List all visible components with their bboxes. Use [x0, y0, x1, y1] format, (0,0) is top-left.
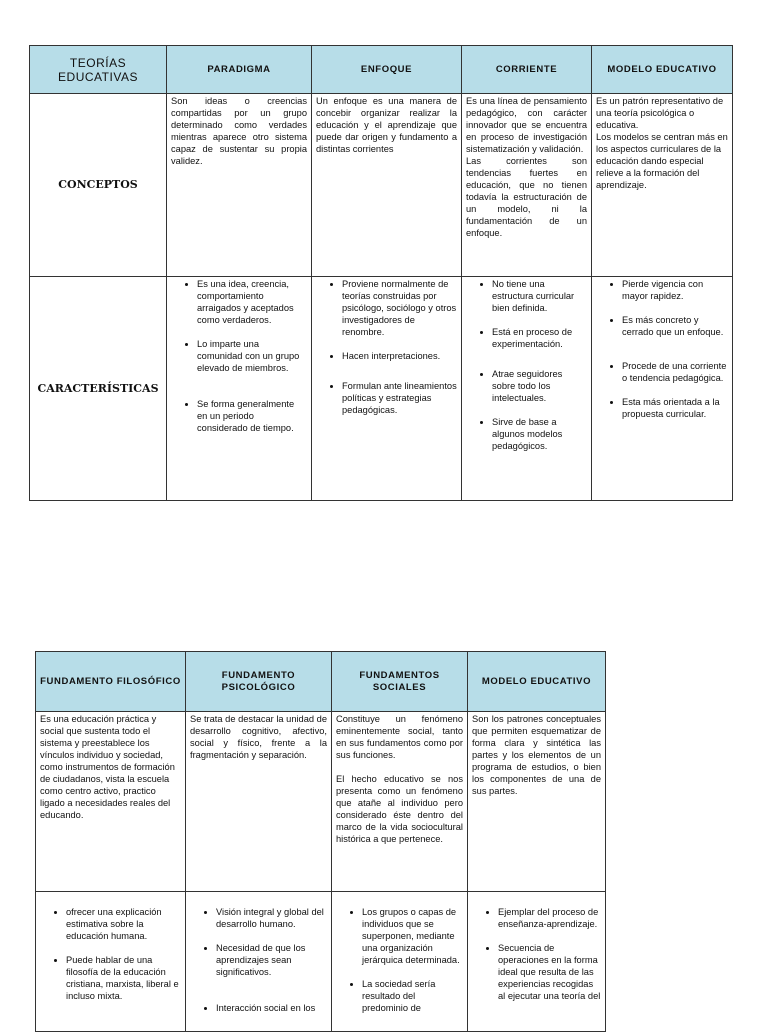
- cell-corriente-caracteristicas: [462, 277, 592, 501]
- theories-table: [29, 45, 733, 501]
- header-modelo-educativo: MODELO EDUCATIVO: [592, 46, 733, 94]
- row-label-caracteristicas: CARACTERÍSTICAS: [30, 277, 167, 501]
- cell-sociales-caracteristicas: [332, 892, 468, 1032]
- cell-modelo-caracteristicas-2: [468, 892, 606, 1032]
- list-item: • La sociedad sería resultado del predominio de: [362, 978, 463, 1014]
- table-row: [36, 892, 606, 1032]
- header-fundamento-filosofico: FUNDAMENTO FILOSÓFICO: [36, 652, 186, 712]
- cell-sociales-concepto: Constituye un fenómeno eminentemente social, tanto en sus fundamentos como por sus funciones. El hecho educativo se nos presenta como un fenómeno que atañe al individuo pero considerado éste dentro del marco de la vida sociocultural histórica a que pertenece.: [332, 712, 468, 892]
- cell-enfoque-caracteristicas: [312, 277, 462, 501]
- list-item: • Sirve de base a algunos modelos pedagógicos.: [492, 416, 587, 452]
- list-item: • Lo imparte una comunidad con un grupo elevado de miembros.: [197, 338, 307, 374]
- list-item: • Atrae seguidores sobre todo los intelectuales.: [492, 368, 587, 404]
- cell-enfoque-concepto: Un enfoque es una manera de concebir organizar realizar la educación y el aprendizaje que puede dar origen y fundamento a distintas corrientes: [312, 94, 462, 277]
- table-row: [30, 277, 733, 501]
- list-item: • Se forma generalmente en un periodo considerado de tiempo.: [197, 398, 307, 434]
- cell-paradigma-concepto: Son ideas o creencias compartidas por un grupo determinado como verdades mientras aparece otro sistema capaz de sustentar su propia validez.: [167, 94, 312, 277]
- row-label-conceptos: CONCEPTOS: [30, 94, 167, 277]
- cell-modelo-concepto-2: Son los patrones conceptuales que permiten esquematizar de forma clara y sintética las partes y los elementos de un programa de estudios, o bien los componentes de una de sus partes.: [468, 712, 606, 892]
- list-item: • Es más concreto y cerrado que un enfoque.: [622, 314, 728, 338]
- list-item: • Formulan ante lineamientos políticas y estrategias pedagógicas.: [342, 380, 457, 416]
- list-item: • Pierde vigencia con mayor rapidez.: [622, 278, 728, 302]
- header-modelo-educativo-2: MODELO EDUCATIVO: [468, 652, 606, 712]
- list-item: • Visión integral y global del desarrollo humano.: [216, 906, 327, 930]
- cell-psicologico-caracteristicas: [186, 892, 332, 1032]
- list-item: • No tiene una estructura curricular bien definida.: [492, 278, 587, 314]
- list-item: • Puede hablar de una filosofía de la educación cristiana, marxista, liberal e incluso mixta.: [66, 954, 181, 1002]
- list-item: • Está en proceso de experimentación.: [492, 326, 587, 350]
- list-item: • Hacen interpretaciones.: [342, 350, 457, 362]
- list-item: • Procede de una corriente o tendencia pedagógica.: [622, 360, 728, 384]
- header-enfoque: ENFOQUE: [312, 46, 462, 94]
- header-corriente: CORRIENTE: [462, 46, 592, 94]
- list-item: • ofrecer una explicación estimativa sobre la educación humana.: [66, 906, 181, 942]
- list-item: • Necesidad de que los aprendizajes sean significativos.: [216, 942, 327, 978]
- list-item: • Esta más orientada a la propuesta curricular.: [622, 396, 728, 420]
- header-teorias: TEORÍAS EDUCATIVAS: [30, 46, 167, 94]
- list-item: • Interacción social en los: [216, 1002, 327, 1014]
- cell-psicologico-concepto: Se trata de destacar la unidad de desarrollo cognitivo, afectivo, social y físico, frente a la fragmentación y separación.: [186, 712, 332, 892]
- list-item: • Ejemplar del proceso de enseñanza-aprendizaje.: [498, 906, 601, 930]
- header-fundamentos-sociales: FUNDAMENTOS SOCIALES: [332, 652, 468, 712]
- cell-modelo-concepto: Es un patrón representativo de una teoría psicológica o educativa. Los modelos se centran más en los aspectos curriculares de la educación dando especial relieve a la formación del aprendizaje.: [592, 94, 733, 277]
- table-row: [30, 94, 733, 277]
- cell-filosofico-caracteristicas: [36, 892, 186, 1032]
- list-item: • Secuencia de operaciones en la forma ideal que resulta de las experiencias recogidas al ejecutar una teoría del: [498, 942, 601, 1002]
- cell-paradigma-caracteristicas: [167, 277, 312, 501]
- list-item: • Proviene normalmente de teorías construidas por psicólogo, sociólogo y otros investigadores de renombre.: [342, 278, 457, 338]
- list-item: • Es una idea, creencia, comportamiento arraigados y aceptados como verdaderos.: [197, 278, 307, 326]
- foundations-table: [35, 651, 606, 1032]
- table-row: [36, 712, 606, 892]
- header-fundamento-psicologico: FUNDAMENTO PSICOLÓGICO: [186, 652, 332, 712]
- cell-filosofico-concepto: Es una educación práctica y social que sustenta todo el sistema y preestablece los vínculos individuo y sociedad, como instrumentos de formación de ciudadanos, vista la escuela como centro activo, practico ligado a necesidades reales del educando.: [36, 712, 186, 892]
- cell-modelo-caracteristicas: [592, 277, 733, 501]
- header-paradigma: PARADIGMA: [167, 46, 312, 94]
- cell-corriente-concepto: Es una línea de pensamiento pedagógico, con carácter innovador que se encuentra en proceso de investigación sistematización y validación. Las corrientes son tendencias fuertes en educación, que no tienen todavía la estructuración de un modelo, ni la fundamentación de un enfoque.: [462, 94, 592, 277]
- list-item: • Los grupos o capas de individuos que se superponen, mediante una organización jerárquica determinada.: [362, 906, 463, 966]
- header-row: [36, 652, 606, 712]
- header-row: [30, 46, 733, 94]
